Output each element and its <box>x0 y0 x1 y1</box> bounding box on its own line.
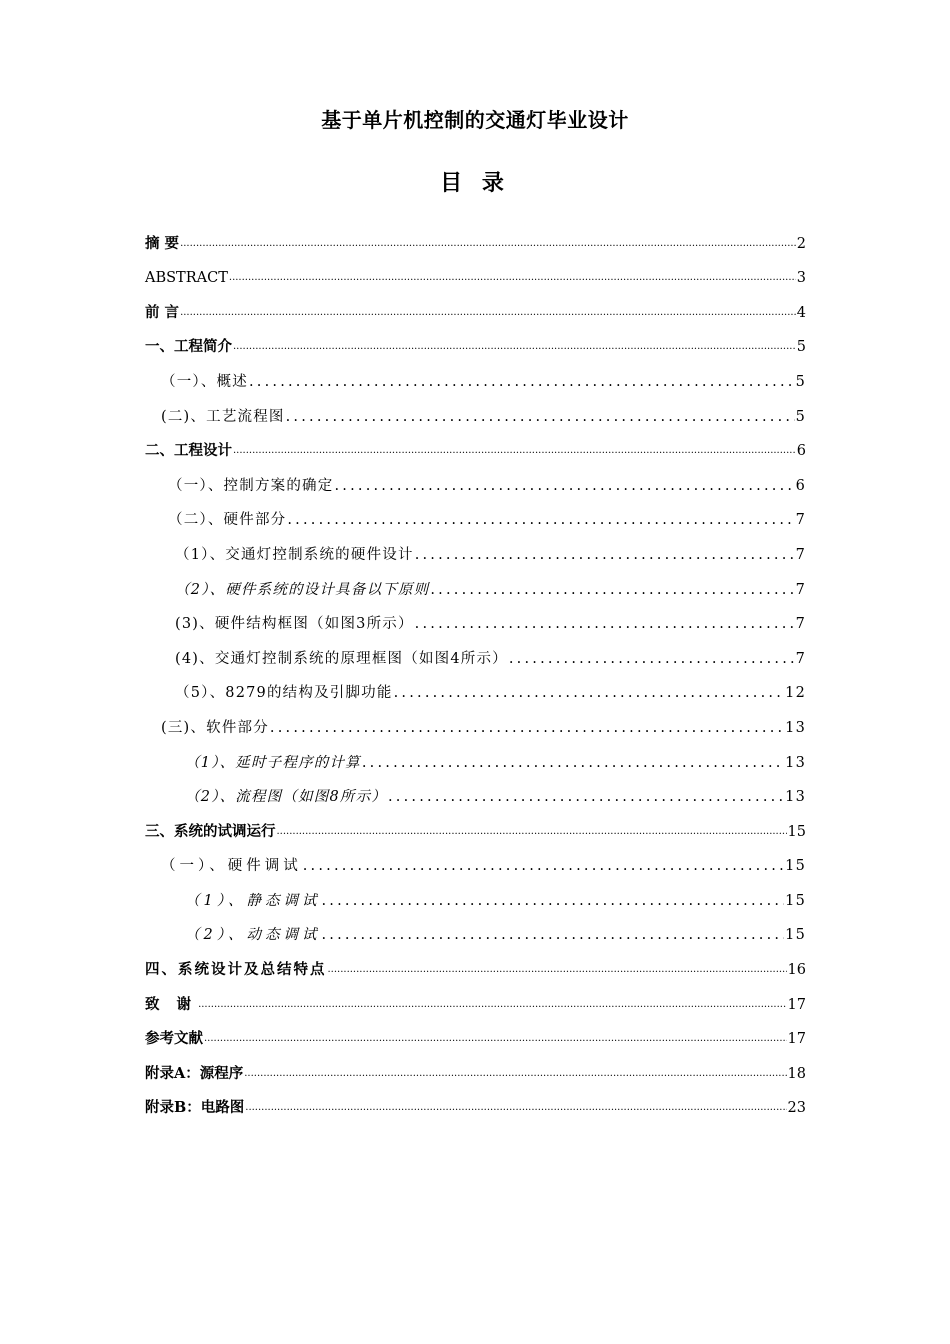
toc-leader-dots <box>388 787 784 807</box>
toc-leader-dots <box>415 545 795 565</box>
toc-entry-2-1[interactable] <box>145 461 806 496</box>
toc-leader-dots <box>180 234 796 254</box>
toc-entry-page: 12 <box>785 685 806 702</box>
toc-entry-page: 7 <box>795 616 806 633</box>
toc-entry-label: （一）、硬件调试 <box>161 858 302 875</box>
toc-leader-dots <box>229 268 796 288</box>
toc-entry-label: (4)、交通灯控制系统的原理框图（如图4所示） <box>175 650 508 667</box>
toc-entry-label: （一）、概述 <box>161 373 248 390</box>
toc-entry-label: （5）、8279的结构及引脚功能 <box>175 685 393 702</box>
toc-entry-label: （二）、硬件部分 <box>168 512 287 529</box>
toc-entry-2-2-2[interactable] <box>145 565 806 600</box>
toc-entry-label: （2）、流程图（如图8所示） <box>185 789 387 806</box>
toc-entry-label: 前 言 <box>145 303 180 321</box>
toc-entry-abstract-cn[interactable] <box>145 219 806 254</box>
toc-entry-label: （1）、交通灯控制系统的硬件设计 <box>175 546 414 563</box>
toc-entry-page: 15 <box>787 823 806 840</box>
toc-leader-dots <box>321 891 784 911</box>
toc-entry-1-1[interactable] <box>145 357 806 392</box>
toc-leader-dots <box>321 925 784 945</box>
toc-entry-page: 2 <box>796 235 806 252</box>
toc-entry-label: （2）、硬件系统的设计具备以下原则 <box>175 581 430 598</box>
toc-entry-2-2-3[interactable] <box>145 600 806 635</box>
toc-entry-2-2-4[interactable] <box>145 634 806 669</box>
toc-entry-page: 7 <box>795 512 806 529</box>
toc-entry-page: 13 <box>785 719 806 736</box>
toc-leader-dots <box>415 614 795 634</box>
toc-entry-abstract-en[interactable] <box>145 254 806 289</box>
toc-entry-references[interactable] <box>145 1015 806 1050</box>
toc-entry-page: 16 <box>787 962 806 979</box>
toc-entry-label: ABSTRACT <box>145 270 228 287</box>
toc-leader-dots <box>334 476 794 496</box>
toc-entry-label: 四、系统设计及总结特点 <box>145 961 327 979</box>
toc-leader-dots <box>198 995 786 1015</box>
toc-entry-chapter-3[interactable] <box>145 807 806 842</box>
toc-entry-2-2-5[interactable] <box>145 669 806 704</box>
toc-entry-page: 15 <box>785 892 806 909</box>
toc-entry-page: 6 <box>796 443 806 460</box>
toc-entry-label: 三、系统的试调运行 <box>145 822 276 840</box>
toc-heading: 目 录 <box>440 170 510 196</box>
toc-leader-dots <box>270 718 784 738</box>
toc-entry-2-3[interactable] <box>145 703 806 738</box>
toc-entry-2-2[interactable] <box>145 496 806 531</box>
toc-entry-label: 摘 要 <box>145 234 180 252</box>
toc-leader-dots <box>430 580 794 600</box>
toc-entry-acknowledgements[interactable] <box>145 980 806 1015</box>
toc-entry-page: 7 <box>795 581 806 598</box>
toc-entry-label: (二)、工艺流程图 <box>161 408 285 425</box>
toc-leader-dots <box>180 303 796 323</box>
toc-entry-appendix-b[interactable] <box>145 1084 806 1119</box>
toc-entry-page: 5 <box>795 373 806 390</box>
toc-entry-label: （2）、动态调试 <box>185 927 321 944</box>
toc-entry-3-1-2[interactable] <box>145 911 806 946</box>
toc-leader-dots <box>509 649 795 669</box>
toc-entry-page: 18 <box>787 1065 806 1082</box>
toc-leader-dots <box>287 510 794 530</box>
toc-entry-chapter-1[interactable] <box>145 323 806 358</box>
toc-leader-dots <box>286 407 795 427</box>
toc-entry-page: 15 <box>785 927 806 944</box>
toc-entry-preface[interactable] <box>145 288 806 323</box>
toc-entry-page: 3 <box>796 270 806 287</box>
toc-leader-dots <box>249 372 795 392</box>
toc-entry-1-2[interactable] <box>145 392 806 427</box>
toc-leader-dots <box>394 683 785 703</box>
toc-entry-appendix-a[interactable] <box>145 1049 806 1084</box>
toc-leader-dots <box>233 441 796 461</box>
toc-entry-page: 15 <box>785 858 806 875</box>
toc-entry-3-1[interactable] <box>145 842 806 877</box>
toc-entry-page: 23 <box>787 1100 806 1117</box>
toc-entry-label: （1）、静态调试 <box>185 892 321 909</box>
toc-entry-label: 附录B：电路图 <box>145 1099 245 1117</box>
toc-entry-page: 5 <box>796 339 806 356</box>
toc-entry-label: 参考文献 <box>145 1030 203 1048</box>
toc-leader-dots <box>303 856 784 876</box>
toc-entry-label: (3)、硬件结构框图（如图3所示） <box>175 616 414 633</box>
table-of-contents <box>145 219 806 1118</box>
toc-entry-chapter-4[interactable] <box>145 945 806 980</box>
toc-entry-page: 13 <box>785 789 806 806</box>
toc-leader-dots <box>245 1098 786 1118</box>
toc-leader-dots <box>233 337 796 357</box>
toc-entry-chapter-2[interactable] <box>145 427 806 462</box>
toc-entry-3-1-1[interactable] <box>145 876 806 911</box>
toc-entry-label: 一、工程简介 <box>145 338 232 356</box>
toc-entry-page: 7 <box>795 650 806 667</box>
document-title: 基于单片机控制的交通灯毕业设计 <box>321 108 629 132</box>
toc-entry-label: (三)、软件部分 <box>161 719 269 736</box>
toc-leader-dots <box>362 753 784 773</box>
toc-entry-page: 6 <box>795 477 806 494</box>
toc-entry-page: 17 <box>787 996 806 1013</box>
toc-leader-dots <box>244 1064 786 1084</box>
toc-leader-dots <box>277 822 787 842</box>
toc-entry-label: （1）、延时子程序的计算 <box>185 754 361 771</box>
toc-entry-page: 7 <box>795 546 806 563</box>
toc-entry-page: 4 <box>796 304 806 321</box>
toc-leader-dots <box>328 960 787 980</box>
toc-entry-label: 二、工程设计 <box>145 442 232 460</box>
toc-entry-label: 致 谢 <box>145 995 198 1013</box>
toc-entry-2-2-1[interactable] <box>145 530 806 565</box>
toc-entry-2-3-1[interactable] <box>145 738 806 773</box>
toc-entry-page: 13 <box>785 754 806 771</box>
toc-entry-page: 17 <box>787 1031 806 1048</box>
toc-entry-label: 附录A：源程序 <box>145 1064 244 1082</box>
toc-entry-page: 5 <box>795 408 806 425</box>
toc-entry-2-3-2[interactable] <box>145 773 806 808</box>
toc-entry-label: （一）、控制方案的确定 <box>168 477 334 494</box>
toc-leader-dots <box>204 1029 787 1049</box>
